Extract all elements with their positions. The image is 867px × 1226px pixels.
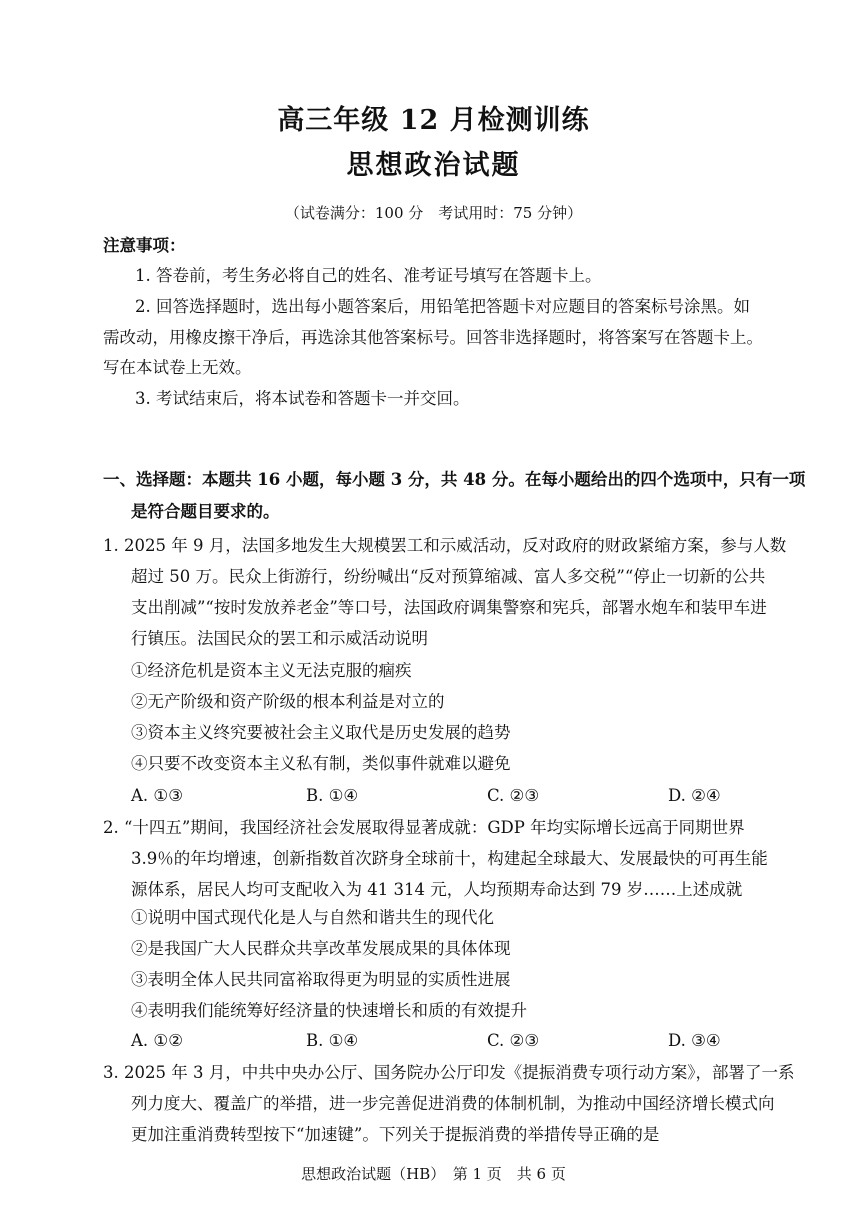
q1-stem-line-3: 支出削减”“按时发放养老金”等口号，法国政府调集警察和宪兵，部署水炮车和装甲车进 bbox=[131, 598, 767, 617]
q1-statement-1: ①经济危机是资本主义无法克服的痼疾 bbox=[131, 661, 412, 680]
section-heading-line-2: 是符合题目要求的。 bbox=[131, 502, 280, 521]
q1-statement-4: ④只要不改变资本主义私有制，类似事件就难以避免 bbox=[131, 754, 511, 773]
q1-stem-line-4: 行镇压。法国民众的罢工和示威活动说明 bbox=[131, 629, 428, 648]
q1-option-c: C. ②③ bbox=[487, 786, 540, 805]
q1-stem-line-2: 超过 50 万。民众上街游行，纷纷喊出“反对预算缩减、富人多交税”“停止一切新的公共 bbox=[131, 567, 766, 586]
subject-title: 思想政治试题 bbox=[346, 150, 521, 181]
notes-item-3: 3. 考试结束后，将本试卷和答题卡一并交回。 bbox=[135, 389, 470, 408]
q2-option-c: C. ②③ bbox=[487, 1031, 540, 1050]
q3-stem-line-2: 列力度大、覆盖广的举措，进一步完善促进消费的体制机制，为推动中国经济增长模式向 bbox=[131, 1094, 775, 1113]
q1-option-a: A. ①③ bbox=[131, 786, 183, 805]
q2-statement-4: ④表明我们能统筹好经济量的快速增长和质的有效提升 bbox=[131, 1001, 527, 1020]
notes-item-2-line-3: 写在本试卷上无效。 bbox=[103, 358, 252, 377]
q1-statement-2: ②无产阶级和资产阶级的根本利益是对立的 bbox=[131, 692, 445, 711]
q1-option-d: D. ②④ bbox=[668, 786, 721, 805]
q2-statement-2: ②是我国广大人民群众共享改革发展成果的具体体现 bbox=[131, 939, 511, 958]
notes-item-2-line-1: 2. 回答选择题时，选出每小题答案后，用铅笔把答题卡对应题目的答案标号涂黑。如 bbox=[135, 297, 750, 316]
q1-statement-3: ③资本主义终究要被社会主义取代是历史发展的趋势 bbox=[131, 723, 511, 742]
q2-stem-line-1: 2. “十四五”期间，我国经济社会发展取得显著成就：GDP 年均实际增长远高于同期世界 bbox=[103, 818, 745, 837]
notes-item-1: 1. 答卷前，考生务必将自己的姓名、准考证号填写在答题卡上。 bbox=[135, 266, 602, 285]
q2-option-b: B. ①④ bbox=[306, 1031, 359, 1050]
section-heading-line-1: 一、选择题：本题共 16 小题，每小题 3 分，共 48 分。在每小题给出的四个选项中，只有一项 bbox=[103, 470, 806, 489]
q2-stem-line-2: 3.9％的年均增速，创新指数首次跻身全球前十，构建起全球最大、发展最快的可再生能 bbox=[131, 849, 768, 868]
q2-option-d: D. ③④ bbox=[668, 1031, 721, 1050]
q3-stem-line-3: 更加注重消费转型按下“加速键”。下列关于提振消费的举措传导正确的是 bbox=[131, 1125, 660, 1144]
q2-stem-line-3: 源体系，居民人均可支配收入为 41 314 元，人均预期寿命达到 79 岁……上述成就 bbox=[131, 880, 743, 899]
q2-statement-1: ①说明中国式现代化是人与自然和谐共生的现代化 bbox=[131, 908, 494, 927]
q2-option-a: A. ①② bbox=[131, 1031, 183, 1050]
q3-stem-line-1: 3. 2025 年 3 月，中共中央办公厅、国务院办公厅印发《提振消费专项行动方案》，部署了一系 bbox=[103, 1063, 795, 1082]
notes-item-2-line-2: 需改动，用橡皮擦干净后，再选涂其他答案标号。回答非选择题时，将答案写在答题卡上。 bbox=[103, 328, 763, 347]
page-footer: 思想政治试题（HB） 第 1 页 共 6 页 bbox=[301, 1165, 566, 1183]
q1-stem-line-1: 1. 2025 年 9 月，法国多地发生大规模罢工和示威活动，反对政府的财政紧缩方案，参与人数 bbox=[103, 536, 787, 555]
q1-option-b: B. ①④ bbox=[306, 786, 359, 805]
exam-title: 高三年级 12 月检测训练 bbox=[277, 105, 590, 136]
exam-info: （试卷满分：100 分 考试用时：75 分钟） bbox=[284, 204, 583, 222]
q2-statement-3: ③表明全体人民共同富裕取得更为明显的实质性进展 bbox=[131, 970, 511, 989]
notes-heading: 注意事项： bbox=[103, 236, 186, 255]
